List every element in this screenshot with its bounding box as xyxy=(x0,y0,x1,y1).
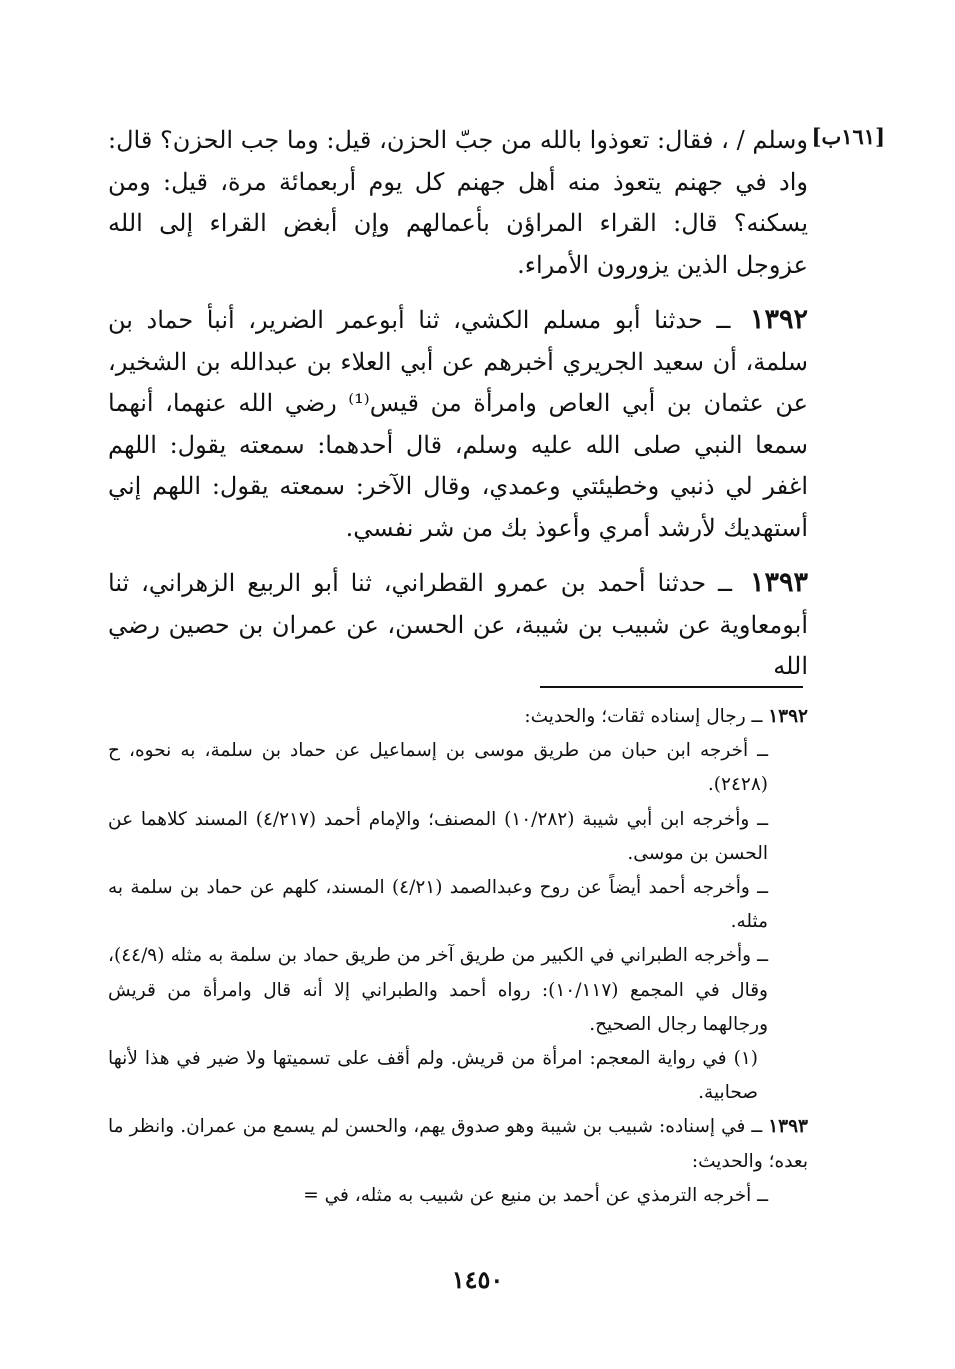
footnote-text: ــ أخرجه الترمذي عن أحمد بن منيع عن شبيب به مثله، في = xyxy=(303,1184,768,1206)
footnote-item xyxy=(108,734,808,802)
main-text xyxy=(108,120,808,701)
hadith-number: ١٣٩٣ xyxy=(749,567,808,598)
footnote-text: ــ وأخرجه ابن أبي شيبة (١٠/٢٨٢) المصنف؛ والإمام أحمد (٤/٢١٧) المسند كلاهما عن الحسن بن موسى. xyxy=(108,808,768,864)
footnote-text: ــ في إسناده: شبيب بن شيبة وهو صدوق يهم، والحسن لم يسمع من عمران. وانظر ما بعده؛ والحديث: xyxy=(108,1116,808,1172)
hadith-number: ١٣٩٢ xyxy=(749,304,808,335)
footnote-item xyxy=(108,1179,808,1213)
paragraph-text: ــ حدثنا أبو مسلم الكشي، ثنا أبوعمر الضرير، أنبأ حماد بن سلمة، أن سعيد الجريري أخبرهم عن أبي العلاء بن عبدالله بن الشخير، عن عثمان بن أبي العاص وامرأة من قيس⁽¹⁾ رضي الله عنهما، أنهما سمعا النبي صلى الله عليه وسلم، قال أحدهما: سمعته يقول: اللهم اغفر لي ذنبي وخطيئتي وعمدي، وقال الآخر: سمعته يقول: اللهم إني أستهديك لأرشد أمري وأعوذ بك من شر نفسي. xyxy=(108,306,808,542)
footnote-1393-head xyxy=(108,1110,808,1178)
footnotes xyxy=(108,700,808,1213)
footnote-item xyxy=(108,871,808,939)
page-number: ١٤٥٠ xyxy=(451,1265,504,1294)
footnote-text: ــ أخرجه ابن حبان من طريق موسى بن إسماعيل عن حماد بن سلمة، به نحوه، ح (٢٤٢٨). xyxy=(108,740,768,796)
footnote-reference-1 xyxy=(108,1042,808,1110)
paragraph-text: وسلم / ، فقال: تعوذوا بالله من جبّ الحزن، قيل: وما جب الحزن؟ قال: واد في جهنم يتعوذ منه أهل جهنم كل يوم أربعمائة مرة، قيل: ومن يسكنه؟ قال: القراء المراؤن بأعمالهم وإن أبغض القراء إلى الله عزوجل الذين يزورون الأمراء. xyxy=(108,126,809,279)
footnote-text: ــ وأخرجه أحمد أيضاً عن روح وعبدالصمد (٤/٢١) المسند، كلهم عن حماد بن سلمة به مثله. xyxy=(108,877,768,933)
footnote-number: ١٣٩٢ xyxy=(768,706,808,727)
manuscript-folio-marker: [١٦١ب] xyxy=(811,124,885,149)
hadith-paragraph-1392 xyxy=(108,299,808,549)
footnote-divider xyxy=(540,686,803,688)
footnote-item xyxy=(108,803,808,871)
footnote-item xyxy=(108,939,808,1042)
footnote-text: ــ وأخرجه الطبراني في الكبير من طريق آخر من طريق حماد بن سلمة به مثله (٤٤/٩)، وقال في المجمع (١٠/١١٧): رواه أحمد والطبراني إلا أنه قال وامرأة من قريش ورجالهما رجال الصحيح. xyxy=(108,945,768,1035)
footnote-text: (١) في رواية المعجم: امرأة من قريش. ولم أقف على تسميتها ولا ضير في هذا لأنها صحابية. xyxy=(108,1048,758,1104)
paragraph-continuation xyxy=(108,120,808,286)
footnote-1392-head xyxy=(108,700,808,734)
hadith-paragraph-1393 xyxy=(108,562,808,688)
paragraph-text: ــ حدثنا أحمد بن عمرو القطراني، ثنا أبو الربيع الزهراني، ثنا أبومعاوية عن شبيب بن شيبة، عن الحسن، عن عمران بن حصين رضي الله xyxy=(108,569,808,680)
footnote-number: ١٣٩٣ xyxy=(768,1116,808,1138)
footnote-text: ــ رجال إسناده ثقات؛ والحديث: xyxy=(524,706,763,727)
